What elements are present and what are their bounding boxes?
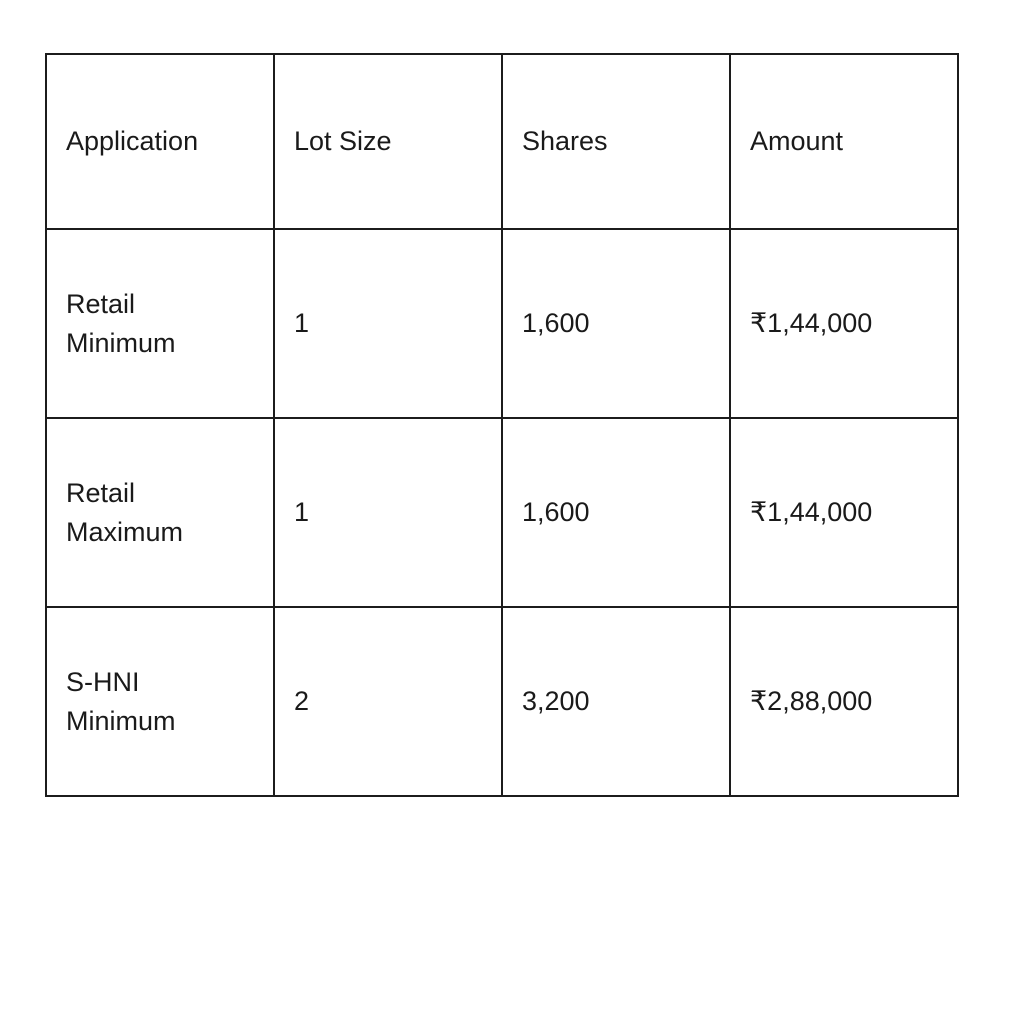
header-row bbox=[46, 54, 958, 229]
cell-shares: 3,200 bbox=[502, 607, 730, 796]
cell-amount: ₹2,88,000 bbox=[730, 607, 958, 796]
cell-lot-size: 2 bbox=[274, 607, 502, 796]
header-lot-size: Lot Size bbox=[274, 54, 502, 229]
table-header bbox=[46, 54, 958, 229]
cell-lot-size: 1 bbox=[274, 418, 502, 607]
table-row bbox=[46, 418, 958, 607]
application-line: Maximum bbox=[66, 516, 184, 547]
application-line: Retail bbox=[66, 288, 136, 319]
table-row bbox=[46, 607, 958, 796]
lot-size-table-container bbox=[45, 53, 959, 797]
cell-shares: 1,600 bbox=[502, 229, 730, 418]
header-application: Application bbox=[46, 54, 274, 229]
application-line: S-HNI bbox=[66, 666, 140, 697]
lot-size-table bbox=[45, 53, 959, 797]
cell-lot-size: 1 bbox=[274, 229, 502, 418]
application-line: Retail bbox=[66, 477, 136, 508]
header-shares: Shares bbox=[502, 54, 730, 229]
application-line: Minimum bbox=[66, 705, 176, 736]
table-row bbox=[46, 229, 958, 418]
cell-application bbox=[46, 607, 274, 796]
application-line: Minimum bbox=[66, 327, 176, 358]
cell-application bbox=[46, 229, 274, 418]
header-amount: Amount bbox=[730, 54, 958, 229]
cell-shares: 1,600 bbox=[502, 418, 730, 607]
cell-amount: ₹1,44,000 bbox=[730, 229, 958, 418]
cell-amount: ₹1,44,000 bbox=[730, 418, 958, 607]
table-body bbox=[46, 229, 958, 796]
cell-application bbox=[46, 418, 274, 607]
